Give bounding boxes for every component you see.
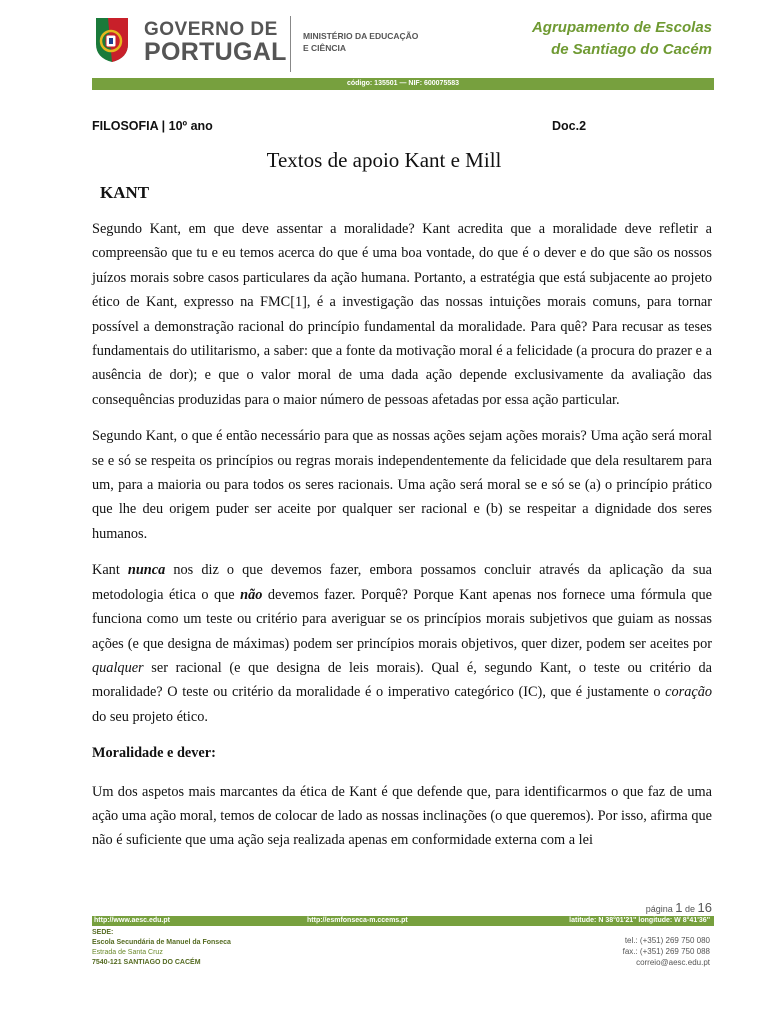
phone-number: tel.: (+351) 269 750 080 — [624, 936, 710, 945]
government-line2: PORTUGAL — [144, 38, 287, 66]
coordinates: latitude: N 38°01'21'' longitude: W 8°41'36'' — [569, 917, 710, 924]
portugal-emblem-icon — [92, 14, 136, 64]
paragraph-4: Um dos aspetos mais marcantes da ética de Kant é que defende que, para identificarmos o que faz de uma ação uma ação moral, temos de colocar de lado as nossas inclinações (o que queremos). Por isso, afirma que não é suficiente que uma ação seja realizada apenas em conformidade externa com a lei — [92, 783, 712, 849]
paragraph-3 — [92, 558, 712, 729]
school-name — [532, 17, 712, 61]
school-website-link[interactable]: http://esmfonseca-m.ccems.pt — [307, 917, 408, 924]
logo-divider — [290, 16, 291, 72]
government-line1: GOVERNO DE — [144, 19, 278, 40]
page-mid: de — [682, 904, 698, 914]
school-line1: Agrupamento de Escolas — [531, 19, 712, 36]
page-prefix: página — [645, 904, 676, 914]
document-number: Doc.2 — [552, 119, 587, 133]
sede-label: SEDE: — [92, 929, 114, 936]
header-code-bar: código: 135501 — NIF: 600075583 — [92, 78, 714, 90]
fax-number: fax.: (+351) 269 750 088 — [622, 947, 710, 956]
footer-address — [92, 928, 231, 968]
sede-city: 7540-121 SANTIAGO DO CACÉM — [92, 959, 201, 966]
current-page: 1 — [675, 900, 683, 915]
total-pages: 16 — [697, 900, 712, 915]
footer-contacts — [623, 935, 710, 968]
sede-school: Escola Secundária de Manuel da Fonseca — [92, 939, 231, 946]
paragraph-3-text: ser racional (e que designa de leis morais). Qual é, segundo Kant, o teste ou critério da moralidade? O teste ou critério da moralidade é o imperativo categórico (IC), que é justamente o — [92, 659, 712, 701]
paragraph-3-text: nos diz o que devemos fazer, embora possamos concluir através da aplicação da sua metodologia ética o que — [92, 562, 712, 603]
website-link[interactable]: http://www.aesc.edu.pt — [94, 917, 170, 924]
paragraph-3-text: Kant — [92, 562, 128, 579]
paragraph-3-text: devemos fazer. Porquê? Porque Kant apenas nos fornece uma fórmula que funciona como um teste ou critério para averiguar se os princípios morais subjetivos que guiam as nossas ações (e que designa de máximas) podem ser princípios morais objetivos, quer dizer, podem ser aceites por — [92, 586, 712, 652]
government-logo-text — [144, 20, 287, 65]
document-body — [92, 217, 712, 865]
section-title: KANT — [100, 183, 150, 202]
page-header — [0, 0, 768, 95]
paragraph-3-text: do seu projeto ético. — [92, 708, 208, 725]
emphasis-nunca: nunca — [127, 562, 166, 579]
page-number — [646, 900, 712, 915]
email-address[interactable]: correio@aesc.edu.pt — [636, 958, 710, 967]
ministry-name — [303, 30, 418, 54]
emphasis-coracao: coração — [665, 684, 712, 701]
emphasis-qualquer: qualquer — [92, 659, 144, 676]
subject-label: FILOSOFIA | 10º ano — [92, 119, 213, 133]
ministry-line2: E CIÊNCIA — [303, 43, 346, 53]
emphasis-nao: não — [240, 586, 263, 603]
ministry-line1: MINISTÉRIO DA EDUCAÇÃO — [303, 31, 419, 41]
footer-bar — [92, 916, 714, 926]
document-title: Textos de apoio Kant e Mill — [266, 148, 502, 172]
school-line2: de Santiago do Cacém — [551, 41, 712, 58]
subheading-moralidade-dever: Moralidade e dever: — [92, 745, 216, 762]
paragraph-1: Segundo Kant, em que deve assentar a moralidade? Kant acredita que a moralidade deve refletir a compreensão que tu e eu temos acerca do que é uma boa vontade, do que é o dever e do que são os nossos juízos morais sobre casos particulares da ação humana. Portanto, a estratégia que está subjacente ao projeto ético de Kant, expresso na FMC[1], é a investigação das nossas intuições morais comuns, para tornar possível a demonstração racional do princípio fundamental da moralidade. Para quê? Para recusar as teses fundamentais do utilitarismo, a saber: que a fonte da motivação moral é a felicidade (a procura do prazer e a ausência de dor); e que o valor moral de uma dada ação depende exclusivamente da avaliação das consequências produzidas para o maior número de pessoas afetadas por essa ação particular. — [92, 221, 712, 408]
sede-street: Estrada de Santa Cruz — [92, 949, 163, 956]
paragraph-2: Segundo Kant, o que é então necessário para que as nossas ações sejam ações morais? Uma ação será moral se e só se respeita os princípios ou regras morais independentemente da felicidade que dela resultarem para um, para a maioria ou para todos os seres racionais. Uma ação será moral se e só se (a) o princípio prático que lhe deu origem puder ser aceite por qualquer ser racional e (b) se respeitar a dignidade dos seres humanos. — [92, 428, 712, 542]
